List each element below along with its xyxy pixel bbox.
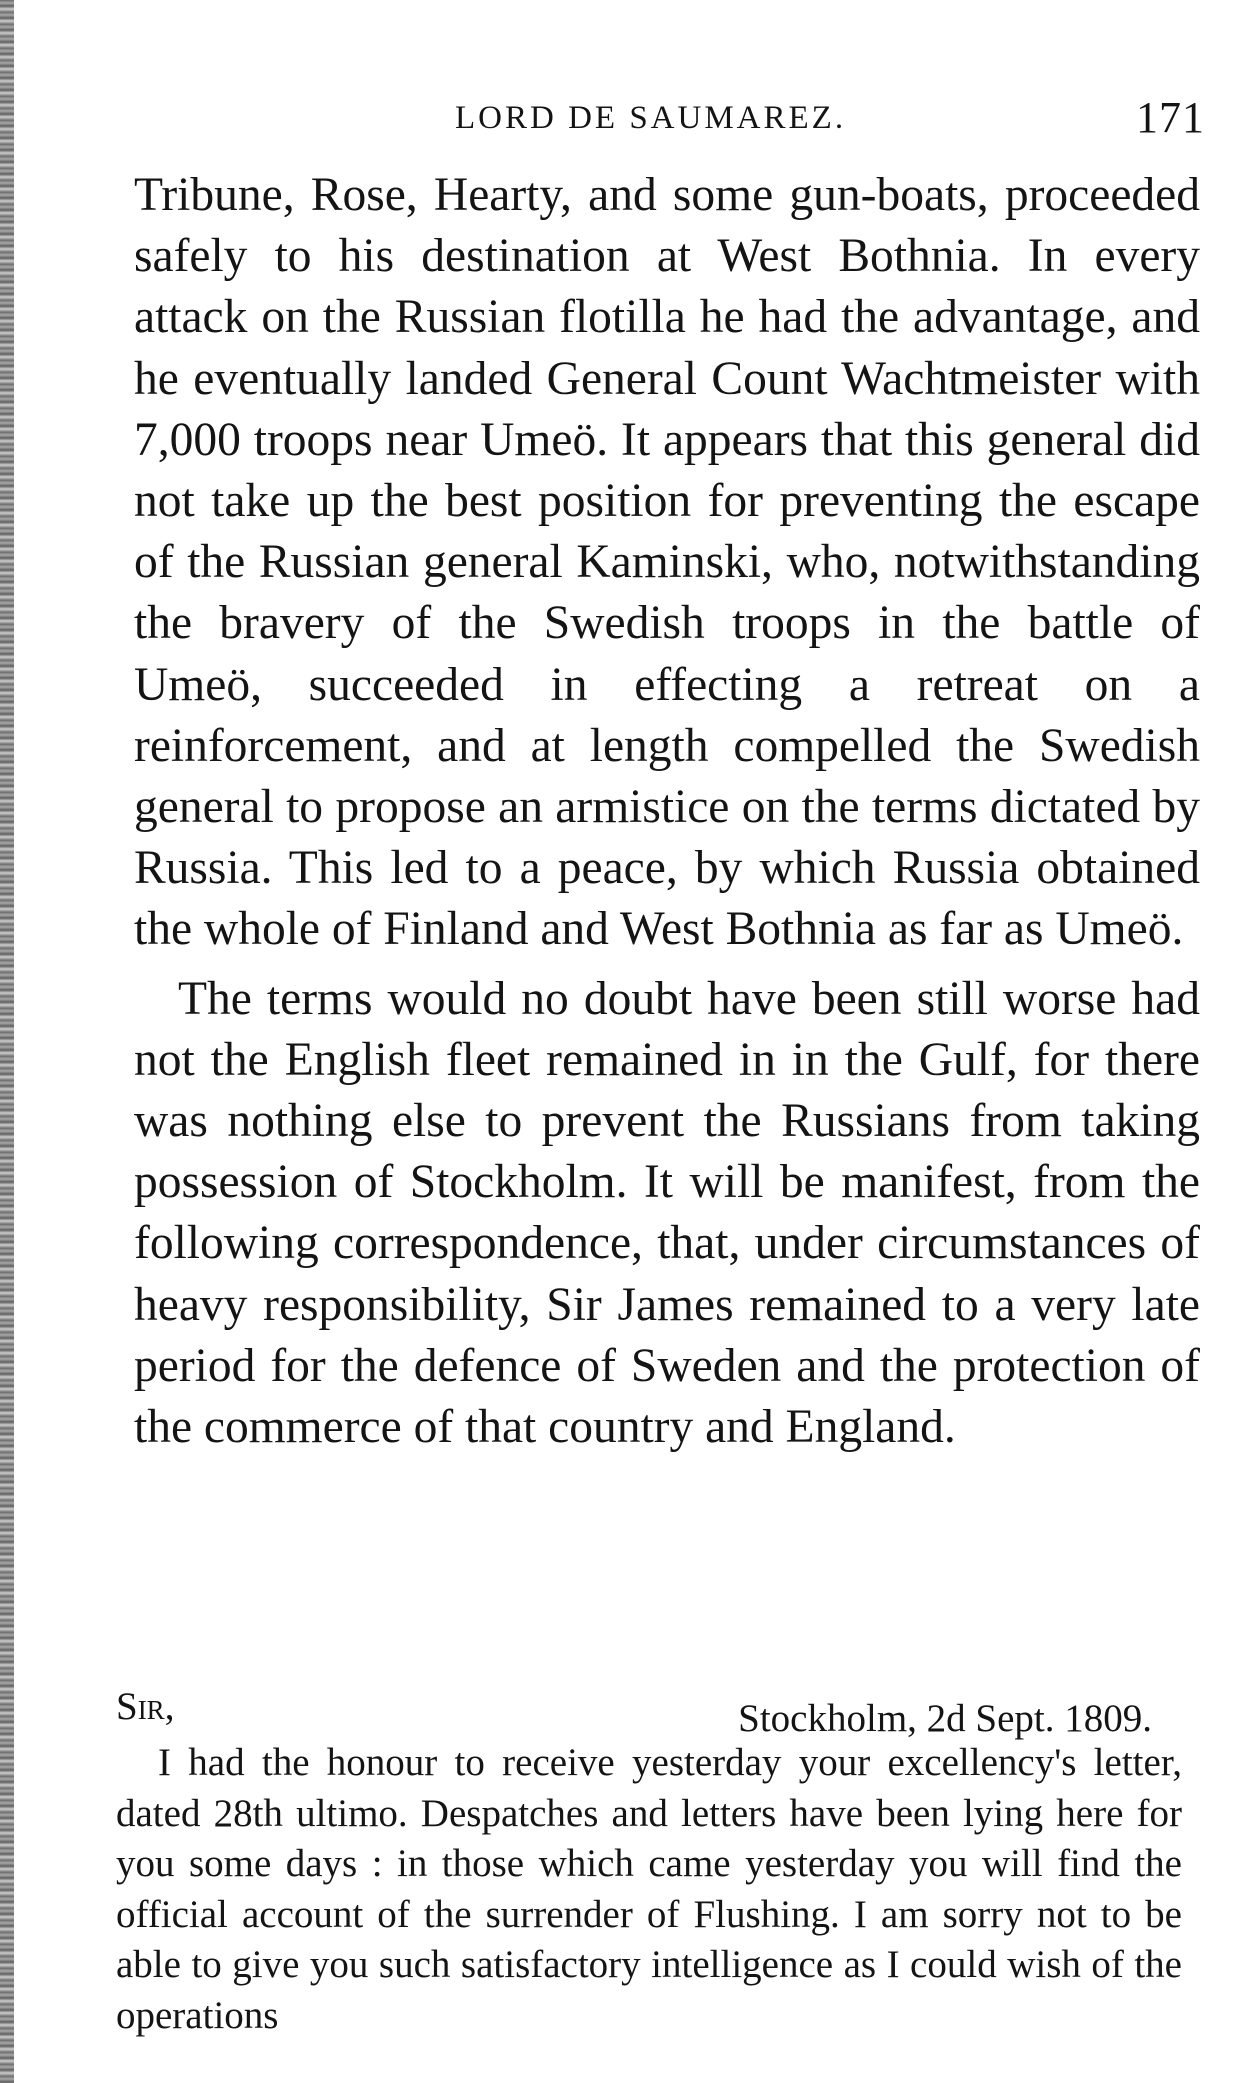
letter-place-date: Stockholm, 2d Sept. 1809. [738, 1697, 1152, 1740]
binding-edge [0, 0, 14, 2083]
running-head: LORD DE SAUMAREZ. [455, 100, 847, 136]
page-header [130, 92, 1205, 152]
letter [116, 1682, 1182, 2042]
letter-salutation: Sir, [116, 1685, 175, 1728]
letter-text: I had the honour to receive yesterday your excellency's letter, dated 28th ultimo. Despatches and letters have been lying here for you some days : in those which came yesterday you will find the official account of the surrender of Flushing. I am sorry not to be able to give you such satisfactory intelligence as I could wish of the operations [116, 1741, 1182, 2037]
page-number: 171 [1136, 93, 1205, 142]
paragraph-2: The terms would no doubt have been still worse had not the English fleet remained in in the Gulf, for there was nothing else to prevent the Russians from taking possession of Stockholm. It will be manifest, from the following correspondence, that, under circumstances of heavy responsibility, Sir James remained to a very late period for the defence of Sweden and the protection of the commerce of that country and England. [134, 972, 1200, 1454]
body-text [134, 165, 1200, 1458]
paragraph-1: Tribune, Rose, Hearty, and some gun-boats, proceeded safely to his destination at West Bothnia. In every attack on the Russian flotilla he had the advantage, and he eventually landed General Count Wachtmeister with 7,000 troops near Umeö. It appears that this general did not take up the best position for preventing the escape of the Russian general Kaminski, who, notwithstanding the bravery of the Swedish troops in the battle of Umeö, succeeded in effecting a retreat on a reinforcement, and at length compelled the Swedish general to propose an armistice on the terms dictated by Russia. This led to a peace, by which Russia obtained the whole of Finland and West Bothnia as far as Umeö. [134, 169, 1200, 956]
letter-heading [116, 1682, 1182, 1738]
